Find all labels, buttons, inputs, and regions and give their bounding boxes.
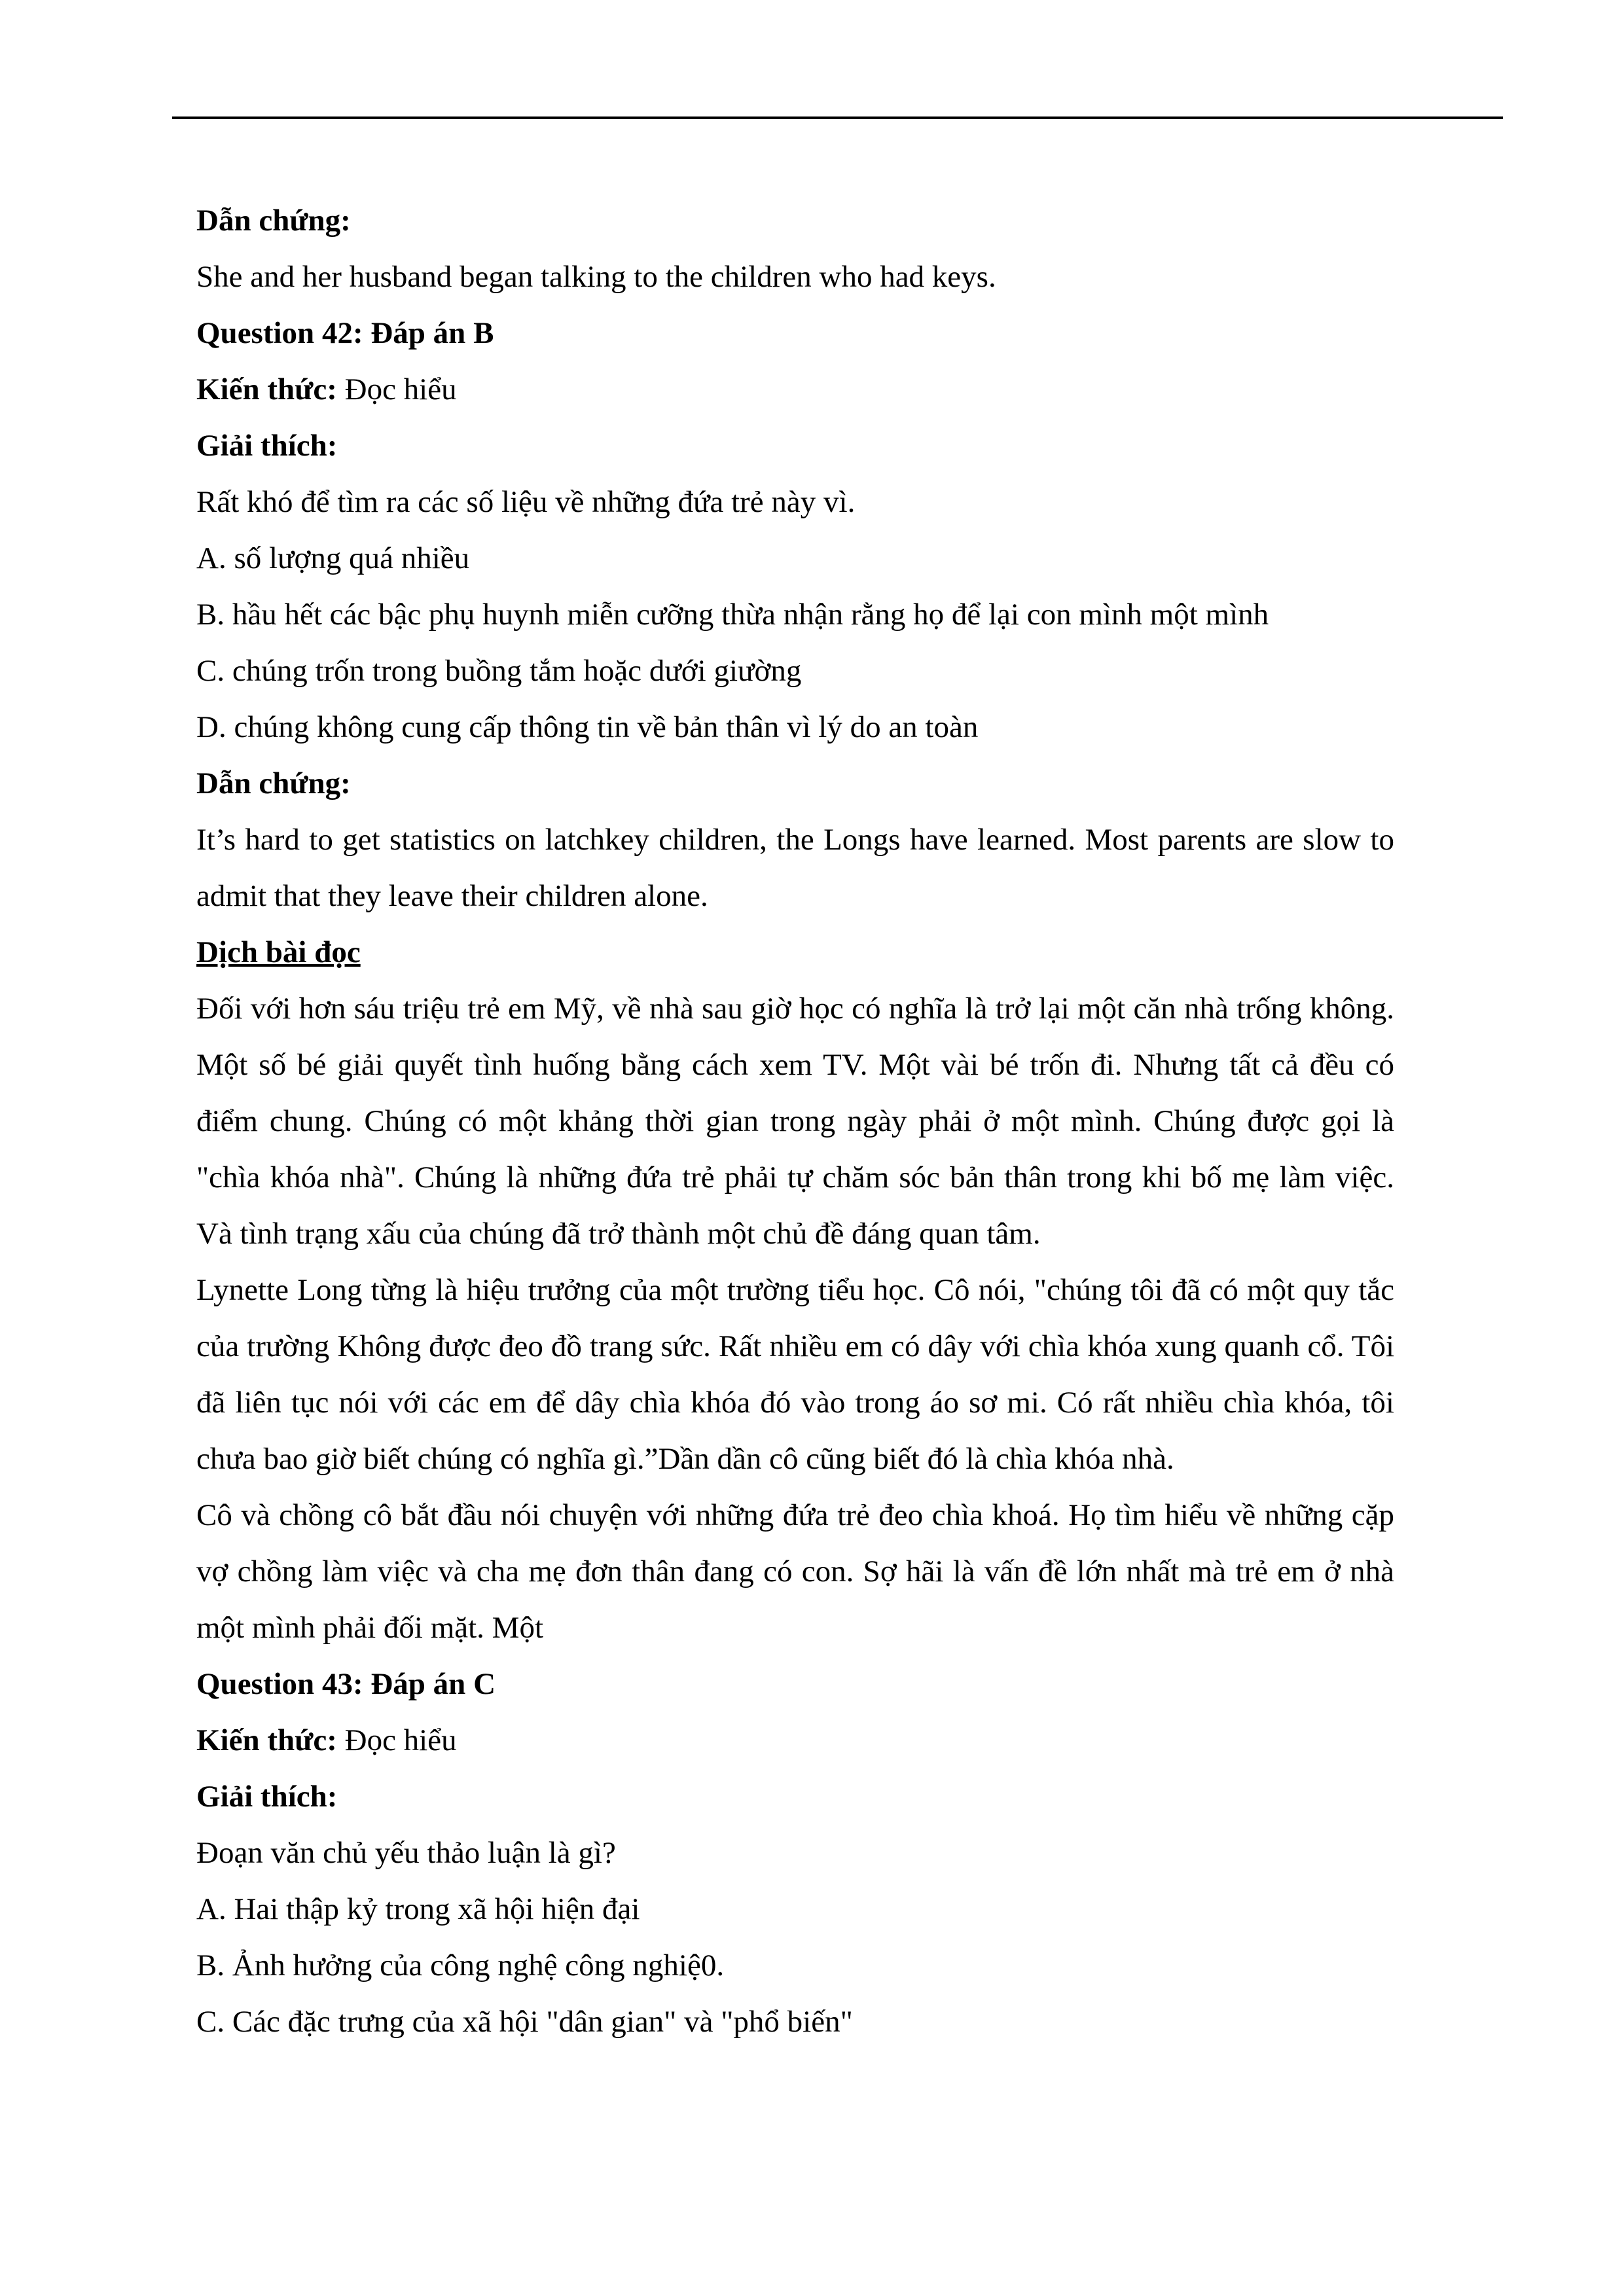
knowledge-line [196,1712,1394,1768]
translation-heading: Dịch bài đọc [196,935,361,969]
translation-paragraph: Cô và chồng cô bắt đầu nói chuyện với những đứa trẻ đeo chìa khoá. Họ tìm hiểu về những cặp vợ chồng làm việc và cha mẹ đơn thân đang có con. Sợ hãi là vấn đề lớn nhất mà trẻ em ở nhà một mình phải đối mặt. Một [196,1498,1394,1645]
knowledge-label: Kiến thức: [196,372,337,406]
explanation-heading: Giải thích: [196,1780,338,1814]
option-a: A. Hai thập kỷ trong xã hội hiện đại [196,1892,640,1926]
option-c: C. Các đặc trưng của xã hội "dân gian" và "phổ biến" [196,2005,853,2039]
document-body [196,192,1394,2050]
knowledge-value: Đọc hiểu [336,372,457,406]
question-text: Đoạn văn chủ yếu thảo luận là gì? [196,1836,616,1870]
question-heading: Question 43: Đáp án C [196,1667,496,1701]
header-rule [172,117,1503,119]
knowledge-label: Kiến thức: [196,1723,337,1757]
translation-paragraph: Lynette Long từng là hiệu trưởng của một trường tiểu học. Cô nói, "chúng tôi đã có một quy tắc của trường Không được đeo đồ trang sức. Rất nhiều em có dây với chìa khóa xung quanh cổ. Tôi đã liên tục nói với các em để dây chìa khóa đó vào trong áo sơ mi. Có rất nhiều chìa khóa, tôi chưa bao giờ biết chúng có nghĩa gì.”Dần dần cô cũng biết đó là chìa khóa nhà. [196,1273,1394,1476]
question-text: Rất khó để tìm ra các số liệu về những đứa trẻ này vì. [196,485,856,519]
translation-paragraph: Đối với hơn sáu triệu trẻ em Mỹ, về nhà sau giờ học có nghĩa là trở lại một căn nhà trống không. Một số bé giải quyết tình huống bằng cách xem TV. Một vài bé trốn đi. Nhưng tất cả đều có điểm chung. Chúng có một khảng thời gian trong ngày phải ở một mình. Chúng được gọi là "chìa khóa nhà". Chúng là những đứa trẻ phải tự chăm sóc bản thân trong khi bố mẹ làm việc. Và tình trạng xấu của chúng đã trở thành một chủ đề đáng quan tâm. [196,992,1394,1251]
option-b: B. Ảnh hưởng của công nghệ công nghiệ0. [196,1948,725,1982]
knowledge-line [196,361,1394,418]
knowledge-value: Đọc hiểu [336,1723,457,1757]
option-a: A. số lượng quá nhiều [196,541,470,575]
option-c: C. chúng trốn trong buồng tắm hoặc dưới giường [196,654,802,688]
option-b: B. hầu hết các bậc phụ huynh miễn cưỡng thừa nhận rằng họ để lại con mình một mình [196,598,1269,632]
evidence-paragraph: It’s hard to get statistics on latchkey children, the Longs have learned. Most parents are slow to admit that they leave their children alone. [196,823,1394,913]
evidence-heading: Dẫn chứng: [196,204,351,238]
evidence-heading: Dẫn chứng: [196,766,351,800]
question-heading: Question 42: Đáp án B [196,316,494,350]
option-d: D. chúng không cung cấp thông tin về bản thân vì lý do an toàn [196,710,979,744]
explanation-heading: Giải thích: [196,429,338,463]
evidence-text: She and her husband began talking to the children who had keys. [196,260,996,294]
